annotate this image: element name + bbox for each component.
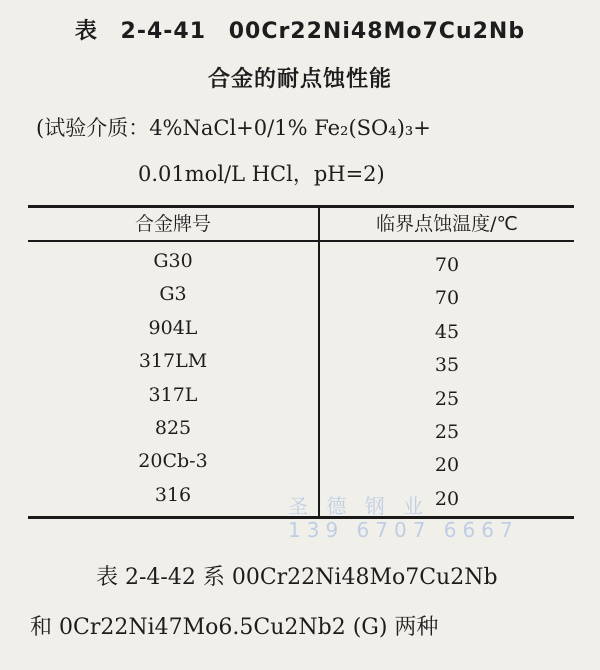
- alloy-cell: 825: [154, 416, 192, 439]
- table-row: [28, 413, 574, 446]
- table-body: [28, 246, 574, 513]
- alloy-cell: 20Cb-3: [138, 450, 208, 473]
- test-condition-line-1: (试验介质：4%NaCl+0/1% Fe₂(SO₄)₃+: [36, 116, 431, 140]
- table-row: [28, 380, 574, 413]
- alloy-cell: G30: [153, 250, 193, 272]
- watermark-company: 圣 德 钢 业: [288, 494, 430, 518]
- watermark-phone: 139 6707 6667: [288, 518, 519, 542]
- watermark: [288, 494, 519, 542]
- body-text-line-2: 和 0Cr22Ni47Mo6.5Cu2Nb2 (G) 两种: [30, 615, 439, 640]
- temp-cell: 35: [434, 354, 460, 377]
- table-row: [28, 346, 574, 379]
- temp-cell: 25: [434, 387, 460, 410]
- table-header-rule: [28, 240, 574, 242]
- header-alloy-grade: 合金牌号: [134, 213, 211, 235]
- table-row: [28, 313, 574, 346]
- alloy-cell: 904L: [148, 316, 198, 339]
- alloy-cell: 317LM: [138, 350, 208, 373]
- temp-cell: 70: [434, 287, 460, 310]
- temp-cell: 45: [434, 320, 460, 343]
- temp-cell: 20: [434, 454, 460, 477]
- body-text-line-1: 表 2-4-42 系 00Cr22Ni48Mo7Cu2Nb: [96, 565, 498, 590]
- table-row: [28, 446, 574, 479]
- test-condition-line-2: 0.01mol/L HCl，pH=2): [138, 162, 385, 186]
- header-critical-pitting-temp: 临界点蚀温度/℃: [376, 213, 518, 235]
- alloy-cell: 317L: [148, 383, 198, 406]
- temp-cell: 20: [434, 487, 460, 510]
- table-row: [28, 246, 574, 279]
- table-row: [28, 279, 574, 312]
- temp-cell: 25: [434, 420, 460, 443]
- alloy-cell: G3: [159, 283, 187, 306]
- table-subtitle: 合金的耐点蚀性能: [207, 67, 392, 92]
- table-title: 表 2-4-41 00Cr22Ni48Mo7Cu2Nb: [74, 19, 526, 44]
- alloy-cell: 316: [154, 483, 192, 506]
- temp-cell: 70: [434, 254, 460, 276]
